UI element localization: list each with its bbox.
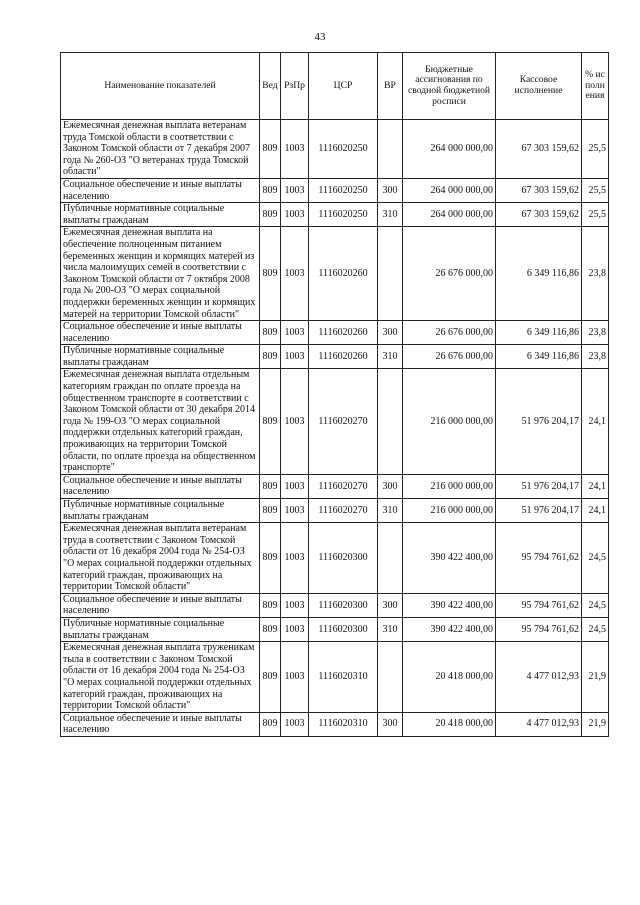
cell-csr: 1116020310 (309, 642, 378, 713)
cell-rzpr: 1003 (281, 593, 309, 617)
cell-csr: 1116020260 (309, 227, 378, 321)
header-vr: ВР (378, 53, 403, 120)
header-cash: Кассовое исполнение (496, 53, 582, 120)
cell-percent: 23,8 (582, 345, 609, 369)
cell-rzpr: 1003 (281, 120, 309, 179)
cell-cash: 95 794 761,62 (496, 593, 582, 617)
cell-ved: 809 (260, 593, 281, 617)
cell-budget: 264 000 000,00 (403, 120, 496, 179)
cell-vr: 300 (378, 321, 403, 345)
cell-name: Публичные нормативные социальные выплаты гражданам (61, 499, 260, 523)
cell-csr: 1116020270 (309, 499, 378, 523)
header-rzpr: РзПр (281, 53, 309, 120)
cell-csr: 1116020250 (309, 178, 378, 202)
cell-budget: 264 000 000,00 (403, 203, 496, 227)
table-row (61, 178, 609, 202)
cell-rzpr: 1003 (281, 178, 309, 202)
cell-percent: 24,5 (582, 617, 609, 641)
cell-name: Ежемесячная денежная выплата ветеранам труда Томской области в соответствии с Законом Томской области от 7 декабря 2007 года № 260-ОЗ "О ветеранах труда Томской области" (61, 120, 260, 179)
cell-rzpr: 1003 (281, 499, 309, 523)
table-row (61, 642, 609, 713)
cell-ved: 809 (260, 474, 281, 498)
cell-cash: 67 303 159,62 (496, 203, 582, 227)
cell-name: Социальное обеспечение и иные выплаты населению (61, 712, 260, 736)
cell-ved: 809 (260, 523, 281, 594)
cell-budget: 26 676 000,00 (403, 345, 496, 369)
cell-percent: 23,8 (582, 227, 609, 321)
table-row (61, 321, 609, 345)
budget-table (60, 52, 609, 737)
cell-cash: 95 794 761,62 (496, 617, 582, 641)
cell-percent: 23,8 (582, 321, 609, 345)
table-row (61, 593, 609, 617)
table-body (61, 120, 609, 737)
cell-cash: 4 477 012,93 (496, 712, 582, 736)
cell-cash: 6 349 116,86 (496, 321, 582, 345)
cell-vr: 310 (378, 345, 403, 369)
cell-percent: 25,5 (582, 178, 609, 202)
cell-csr: 1116020300 (309, 523, 378, 594)
cell-percent: 24,1 (582, 369, 609, 474)
cell-budget: 26 676 000,00 (403, 227, 496, 321)
header-name: Наименование показателей (61, 53, 260, 120)
cell-percent: 24,1 (582, 474, 609, 498)
cell-vr: 310 (378, 499, 403, 523)
cell-percent: 25,5 (582, 120, 609, 179)
cell-budget: 20 418 000,00 (403, 642, 496, 713)
cell-csr: 1116020270 (309, 474, 378, 498)
cell-vr: 300 (378, 593, 403, 617)
cell-ved: 809 (260, 227, 281, 321)
cell-name: Социальное обеспечение и иные выплаты населению (61, 321, 260, 345)
table-row (61, 227, 609, 321)
table-row (61, 712, 609, 736)
cell-percent: 21,9 (582, 712, 609, 736)
cell-rzpr: 1003 (281, 642, 309, 713)
cell-vr: 300 (378, 178, 403, 202)
cell-ved: 809 (260, 499, 281, 523)
cell-rzpr: 1003 (281, 523, 309, 594)
cell-percent: 24,5 (582, 593, 609, 617)
cell-csr: 1116020300 (309, 617, 378, 641)
cell-cash: 95 794 761,62 (496, 523, 582, 594)
cell-ved: 809 (260, 120, 281, 179)
cell-rzpr: 1003 (281, 321, 309, 345)
cell-csr: 1116020310 (309, 712, 378, 736)
table-row (61, 617, 609, 641)
cell-cash: 51 976 204,17 (496, 499, 582, 523)
cell-ved: 809 (260, 178, 281, 202)
cell-name: Ежемесячная денежная выплата труженикам тыла в соответствии с Законом Томской области от 16 декабря 2004 года № 254-ОЗ "О мерах социальной поддержки отдельных категорий граждан, проживающих на территории Томской области" (61, 642, 260, 713)
cell-percent: 25,5 (582, 203, 609, 227)
cell-name: Ежемесячная денежная выплата на обеспечение полноценным питанием беременных женщин и кормящих матерей из числа малоимущих семей в соответствии с Законом Томской области от 7 октября 2008 года № 200-ОЗ "О мерах социальной поддержки беременных женщин и кормящих матерей на территории Томской области" (61, 227, 260, 321)
cell-ved: 809 (260, 345, 281, 369)
cell-name: Публичные нормативные социальные выплаты гражданам (61, 203, 260, 227)
cell-vr (378, 642, 403, 713)
cell-name: Социальное обеспечение и иные выплаты населению (61, 593, 260, 617)
cell-budget: 216 000 000,00 (403, 369, 496, 474)
cell-ved: 809 (260, 617, 281, 641)
cell-percent: 21,9 (582, 642, 609, 713)
cell-ved: 809 (260, 203, 281, 227)
cell-csr: 1116020260 (309, 321, 378, 345)
cell-rzpr: 1003 (281, 369, 309, 474)
cell-csr: 1116020250 (309, 203, 378, 227)
cell-ved: 809 (260, 642, 281, 713)
cell-cash: 51 976 204,17 (496, 474, 582, 498)
cell-name: Публичные нормативные социальные выплаты гражданам (61, 617, 260, 641)
cell-rzpr: 1003 (281, 227, 309, 321)
table-row (61, 369, 609, 474)
cell-csr: 1116020300 (309, 593, 378, 617)
cell-rzpr: 1003 (281, 712, 309, 736)
header-budget: Бюджетные ассигнования по сводной бюджетной росписи (403, 53, 496, 120)
cell-name: Социальное обеспечение и иные выплаты населению (61, 474, 260, 498)
cell-csr: 1116020270 (309, 369, 378, 474)
cell-rzpr: 1003 (281, 203, 309, 227)
cell-vr: 300 (378, 474, 403, 498)
cell-vr (378, 523, 403, 594)
cell-budget: 26 676 000,00 (403, 321, 496, 345)
cell-budget: 20 418 000,00 (403, 712, 496, 736)
cell-rzpr: 1003 (281, 345, 309, 369)
cell-vr: 310 (378, 617, 403, 641)
cell-ved: 809 (260, 321, 281, 345)
table-row (61, 499, 609, 523)
cell-budget: 264 000 000,00 (403, 178, 496, 202)
cell-percent: 24,5 (582, 523, 609, 594)
cell-percent: 24,1 (582, 499, 609, 523)
table-row (61, 120, 609, 179)
cell-name: Ежемесячная денежная выплата отдельным категориям граждан по оплате проезда на общественном транспорте в соответствии с Законом Томской области от 30 декабря 2014 года № 199-ОЗ "О мерах социальной поддержки отдельных категорий граждан, проживающих на территории Томской области, по оплате проезда на общественном транспорте" (61, 369, 260, 474)
cell-rzpr: 1003 (281, 617, 309, 641)
cell-ved: 809 (260, 369, 281, 474)
cell-ved: 809 (260, 712, 281, 736)
page-number: 43 (314, 31, 326, 43)
cell-budget: 390 422 400,00 (403, 617, 496, 641)
table-row (61, 474, 609, 498)
cell-cash: 6 349 116,86 (496, 345, 582, 369)
cell-vr (378, 227, 403, 321)
table-header-row (61, 53, 609, 120)
cell-name: Публичные нормативные социальные выплаты гражданам (61, 345, 260, 369)
cell-budget: 390 422 400,00 (403, 523, 496, 594)
cell-rzpr: 1003 (281, 474, 309, 498)
cell-cash: 67 303 159,62 (496, 178, 582, 202)
cell-csr: 1116020260 (309, 345, 378, 369)
cell-name: Ежемесячная денежная выплата ветеранам труда в соответствии с Законом Томской области от 16 декабря 2004 года № 254-ОЗ "О мерах социальной поддержки отдельных категорий граждан, проживающих на территории Томской области" (61, 523, 260, 594)
header-percent: % исполнения (582, 53, 609, 120)
cell-name: Социальное обеспечение и иные выплаты населению (61, 178, 260, 202)
header-ved: Вед (260, 53, 281, 120)
table-row (61, 345, 609, 369)
table-row (61, 203, 609, 227)
cell-budget: 216 000 000,00 (403, 499, 496, 523)
cell-cash: 4 477 012,93 (496, 642, 582, 713)
table-row (61, 523, 609, 594)
cell-cash: 67 303 159,62 (496, 120, 582, 179)
cell-budget: 216 000 000,00 (403, 474, 496, 498)
cell-vr (378, 120, 403, 179)
cell-cash: 6 349 116,86 (496, 227, 582, 321)
header-csr: ЦСР (309, 53, 378, 120)
cell-vr: 300 (378, 712, 403, 736)
cell-vr: 310 (378, 203, 403, 227)
cell-csr: 1116020250 (309, 120, 378, 179)
cell-cash: 51 976 204,17 (496, 369, 582, 474)
cell-vr (378, 369, 403, 474)
cell-budget: 390 422 400,00 (403, 593, 496, 617)
